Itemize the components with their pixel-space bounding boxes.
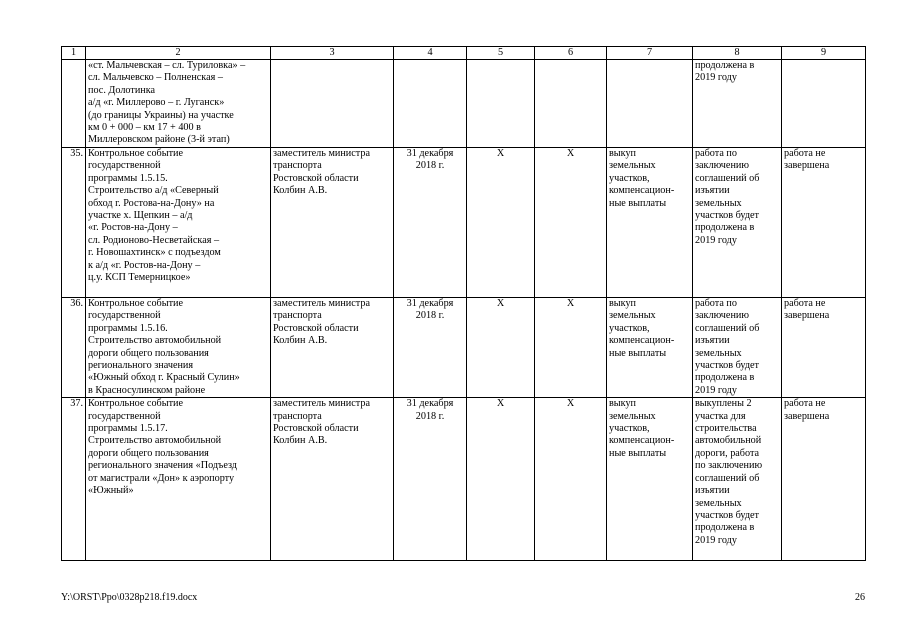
result-note: работа не завершена bbox=[782, 398, 866, 561]
responsible-person: заместитель министра транспорта Ростовской области Колбин А.В. bbox=[271, 148, 394, 298]
row-number: 35. bbox=[62, 148, 86, 298]
row-number: 37. bbox=[62, 398, 86, 561]
header-row bbox=[62, 47, 866, 60]
due-date bbox=[394, 60, 467, 148]
col-header-2: 2 bbox=[86, 47, 271, 60]
event-description: Контрольное событие государственной программы 1.5.17. Строительство автомобильной дороги общего пользования регионального значения «Подъезд от магистрали «Дон» к аэропорту «Южный» bbox=[86, 398, 271, 561]
control-events-table bbox=[61, 46, 866, 561]
status-note: работа по заключению соглашений об изъятии земельных участков будет продолжена в 2019 году bbox=[693, 298, 782, 398]
col-header-7: 7 bbox=[607, 47, 693, 60]
planned-action: выкуп земельных участков, компенсацион- ные выплаты bbox=[607, 398, 693, 561]
col5-value bbox=[467, 60, 535, 148]
event-description: Контрольное событие государственной программы 1.5.16. Строительство автомобильной дороги общего пользования регионального значения «Южный обход г. Красный Сулин» в Красносулинском районе bbox=[86, 298, 271, 398]
result-note: работа не завершена bbox=[782, 298, 866, 398]
col5-value: Х bbox=[467, 298, 535, 398]
col-header-3: 3 bbox=[271, 47, 394, 60]
event-description: «ст. Мальчевская – сл. Туриловка» – сл. Мальчевско – Полненская – пос. Долотинка а/д «г. Миллерово – г. Луганск» (до границы Украины) на участке км 0 + 000 – км 17 + 400 в Миллеровском районе (3-й этап) bbox=[86, 60, 271, 148]
responsible-person bbox=[271, 60, 394, 148]
col-header-6: 6 bbox=[535, 47, 607, 60]
col-header-5: 5 bbox=[467, 47, 535, 60]
result-note: работа не завершена bbox=[782, 148, 866, 298]
col-header-1: 1 bbox=[62, 47, 86, 60]
event-description: Контрольное событие государственной программы 1.5.15. Строительство а/д «Северный обход г. Ростова-на-Дону» на участке х. Щепкин – а/д «г. Ростов-на-Дону – сл. Родионово-Несветайская – г. Новошахтинск» с подъездом к а/д «г. Ростов-на-Дону – ц.у. КСП Темерницкое» bbox=[86, 148, 271, 298]
table-row bbox=[62, 398, 866, 561]
planned-action: выкуп земельных участков, компенсацион- ные выплаты bbox=[607, 298, 693, 398]
responsible-person: заместитель министра транспорта Ростовской области Колбин А.В. bbox=[271, 298, 394, 398]
col6-value: Х bbox=[535, 148, 607, 298]
col-header-9: 9 bbox=[782, 47, 866, 60]
due-date: 31 декабря 2018 г. bbox=[394, 298, 467, 398]
col6-value: Х bbox=[535, 398, 607, 561]
col5-value: Х bbox=[467, 398, 535, 561]
due-date: 31 декабря 2018 г. bbox=[394, 398, 467, 561]
status-note: выкуплены 2 участка для строительства автомобильной дороги, работа по заключению соглашений об изъятии земельных участков будет продолжена в 2019 году bbox=[693, 398, 782, 561]
result-note bbox=[782, 60, 866, 148]
col5-value: Х bbox=[467, 148, 535, 298]
status-note: продолжена в 2019 году bbox=[693, 60, 782, 148]
col-header-8: 8 bbox=[693, 47, 782, 60]
table-row bbox=[62, 60, 866, 148]
planned-action bbox=[607, 60, 693, 148]
row-number: 36. bbox=[62, 298, 86, 398]
page-number: 26 bbox=[855, 592, 865, 603]
document-file-path: Y:\ORST\Ppo\0328p218.f19.docx bbox=[61, 592, 198, 603]
status-note: работа по заключению соглашений об изъятии земельных участков будет продолжена в 2019 году bbox=[693, 148, 782, 298]
table-row bbox=[62, 148, 866, 298]
col6-value: Х bbox=[535, 298, 607, 398]
row-number bbox=[62, 60, 86, 148]
planned-action: выкуп земельных участков, компенсацион- ные выплаты bbox=[607, 148, 693, 298]
col6-value bbox=[535, 60, 607, 148]
col-header-4: 4 bbox=[394, 47, 467, 60]
responsible-person: заместитель министра транспорта Ростовской области Колбин А.В. bbox=[271, 398, 394, 561]
due-date: 31 декабря 2018 г. bbox=[394, 148, 467, 298]
table-row bbox=[62, 298, 866, 398]
